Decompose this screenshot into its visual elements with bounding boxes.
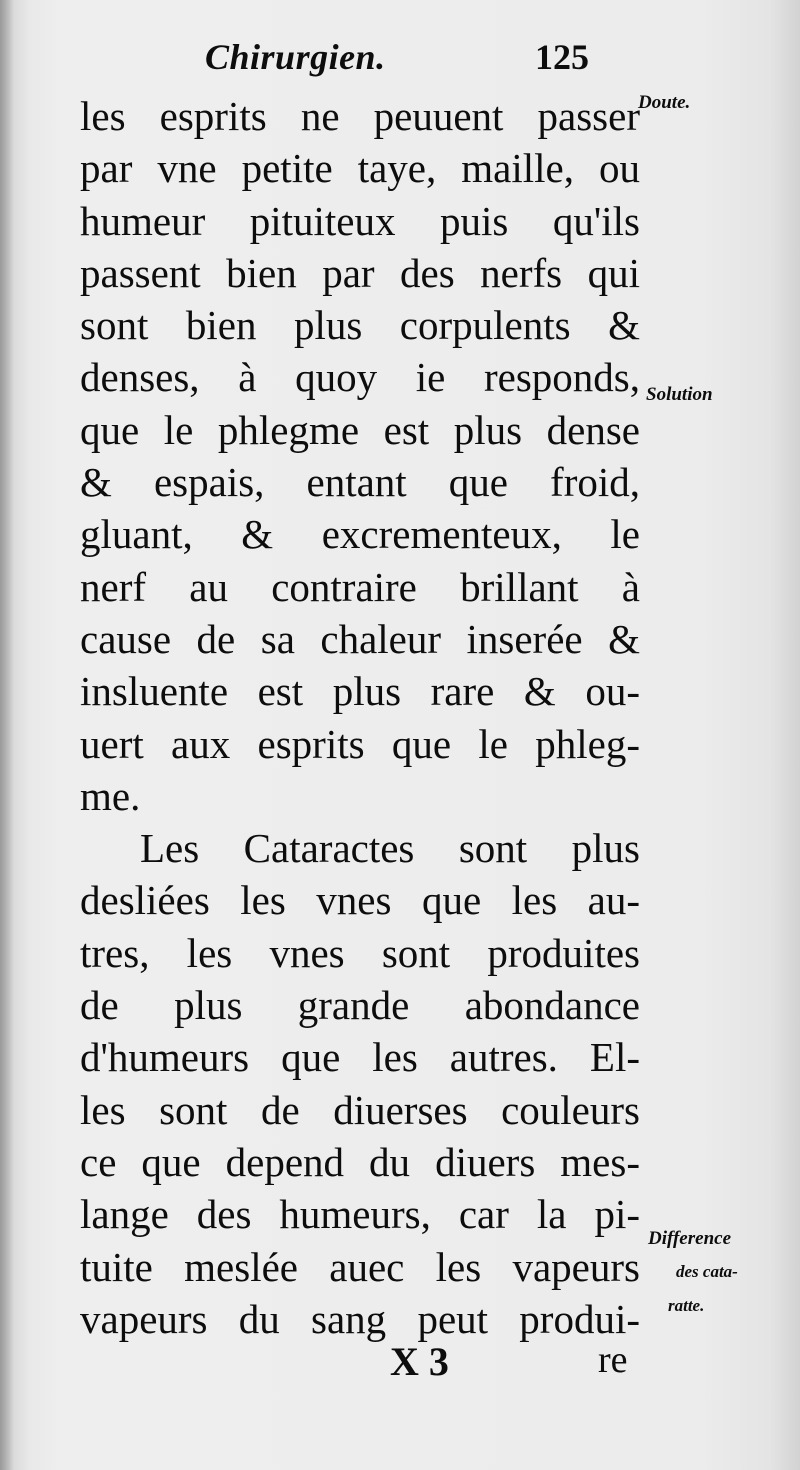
text-line: insluente est plus rare & ou- xyxy=(80,668,640,715)
text-line: nerf au contraire brillant à xyxy=(80,563,640,610)
text-line: tres, les vnes sont produites xyxy=(80,929,640,976)
text-line: de plus grande abondance xyxy=(80,982,640,1029)
text-line: d'humeurs que les autres. El- xyxy=(80,1034,640,1081)
margin-note-difference-line2: des cata- xyxy=(676,1262,738,1281)
text-line: les esprits ne peuuent passer xyxy=(80,93,640,139)
text-line: cause de sa chaleur inserée & xyxy=(80,615,640,662)
text-line: ce que depend du diuers mes- xyxy=(80,1138,640,1185)
margin-note-difference-line3: ratte. xyxy=(668,1296,705,1315)
page-number: 125 xyxy=(535,37,589,77)
text-line: vapeurs du sang peut produi- xyxy=(80,1295,640,1342)
margin-note-difference: Difference xyxy=(648,1228,732,1249)
text-line: que le phlegme est plus dense xyxy=(80,406,640,453)
spine-shadow xyxy=(0,0,14,1470)
margin-note-doute: Doute. xyxy=(638,92,691,113)
catchword: re xyxy=(598,1339,628,1381)
body-text xyxy=(80,90,640,1345)
text-line: passent bien par des nerfs qui xyxy=(80,249,640,296)
text-line: desliées les vnes que les au- xyxy=(80,877,640,924)
text-line: par vne petite taye, maille, ou xyxy=(80,145,640,192)
text-line: me. xyxy=(80,772,141,819)
page-header xyxy=(80,36,640,86)
text-line: humeur pituiteux puis qu'ils xyxy=(80,197,640,244)
text-line: les sont de diuerses couleurs xyxy=(80,1086,640,1133)
text-line: sont bien plus corpulents & xyxy=(80,302,640,349)
text-line: tuite meslée auec les vapeurs xyxy=(80,1243,640,1290)
page-footer xyxy=(80,1338,640,1390)
text-line: lange des humeurs, car la pi- xyxy=(80,1191,640,1238)
margin-note-solution: Solution xyxy=(646,384,713,405)
running-head: Chirurgien. xyxy=(205,37,386,77)
signature-mark: X 3 xyxy=(390,1339,449,1384)
text-line: & espais, entant que froid, xyxy=(80,459,640,506)
text-line: denses, à quoy ie responds, xyxy=(80,354,640,401)
text-line: gluant, & excrementeux, le xyxy=(80,511,640,558)
text-line: uert aux esprits que le phleg- xyxy=(80,720,640,767)
margin-notes xyxy=(638,0,788,1470)
text-line: Les Cataractes sont plus xyxy=(140,825,640,872)
